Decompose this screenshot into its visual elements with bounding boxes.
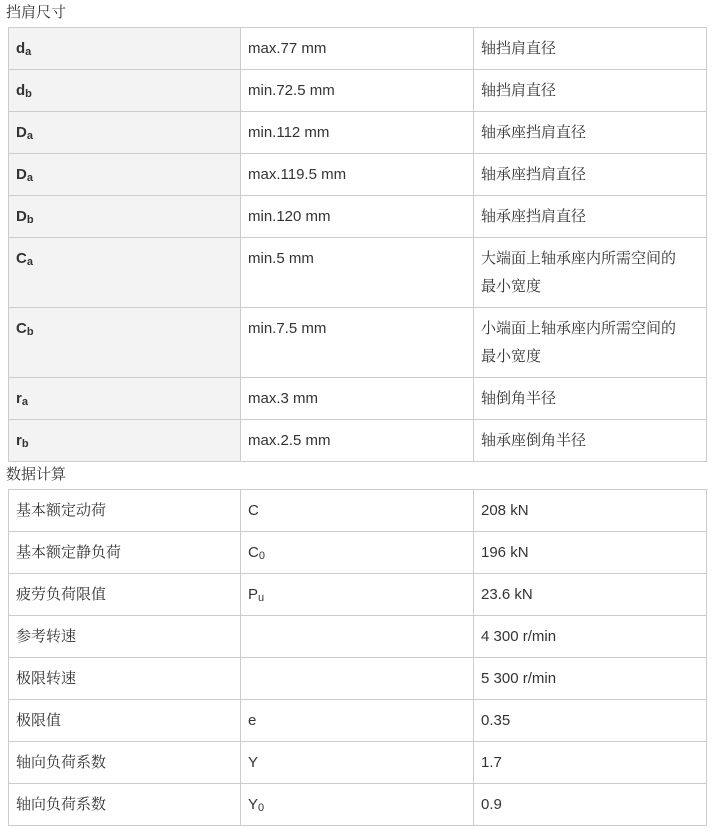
table-row <box>9 196 707 238</box>
symbol: d <box>16 82 26 99</box>
table-row <box>9 238 707 308</box>
value-cell: min.7.5 mm <box>241 308 474 378</box>
symbol: Y <box>248 754 259 771</box>
symbol-subscript: 0 <box>258 550 265 562</box>
symbol-cell <box>9 420 241 462</box>
symbol-cell <box>241 700 474 742</box>
value-cell: 23.6 kN <box>474 574 707 616</box>
symbol-cell <box>241 784 474 826</box>
section-title-calculation: 数据计算 <box>6 466 67 483</box>
description-cell: 轴倒角半径 <box>474 378 707 420</box>
label-cell: 基本额定动荷 <box>9 490 241 532</box>
description-cell: 轴承座挡肩直径 <box>474 112 707 154</box>
label-cell: 参考转速 <box>9 616 241 658</box>
description-cell: 轴承座挡肩直径 <box>474 196 707 238</box>
table-row <box>9 574 707 616</box>
symbol-subscript: b <box>25 88 32 100</box>
value-cell: max.119.5 mm <box>241 154 474 196</box>
value-cell: 4 300 r/min <box>474 616 707 658</box>
value-cell: 0.9 <box>474 784 707 826</box>
value-cell: 1.7 <box>474 742 707 784</box>
symbol: C <box>16 320 27 337</box>
value-cell: min.120 mm <box>241 196 474 238</box>
symbol: C <box>248 502 259 519</box>
label-cell: 疲劳负荷限值 <box>9 574 241 616</box>
value-cell: min.72.5 mm <box>241 70 474 112</box>
value-cell: min.5 mm <box>241 238 474 308</box>
symbol-subscript: a <box>26 130 33 142</box>
label-cell: 极限值 <box>9 700 241 742</box>
symbol-cell <box>241 490 474 532</box>
value-cell: max.77 mm <box>241 28 474 70</box>
value-cell: 196 kN <box>474 532 707 574</box>
symbol-subscript: a <box>26 172 33 184</box>
symbol-subscript: u <box>258 592 265 604</box>
table-row <box>9 308 707 378</box>
shoulder-dimensions-table <box>8 27 707 462</box>
symbol-cell <box>9 308 241 378</box>
table-row <box>9 658 707 700</box>
description-cell: 轴承座倒角半径 <box>474 420 707 462</box>
table-row <box>9 532 707 574</box>
description-cell: 小端面上轴承座内所需空间的最小宽度 <box>474 308 707 378</box>
symbol: D <box>16 124 27 141</box>
value-cell: 208 kN <box>474 490 707 532</box>
symbol: r <box>16 390 22 407</box>
table-row <box>9 742 707 784</box>
description-cell: 大端面上轴承座内所需空间的最小宽度 <box>474 238 707 308</box>
label-cell: 轴向负荷系数 <box>9 784 241 826</box>
calculation-data-table <box>8 489 707 826</box>
symbol-subscript: b <box>26 214 34 226</box>
label-cell: 极限转速 <box>9 658 241 700</box>
symbol-cell <box>9 196 241 238</box>
symbol: C <box>248 544 259 561</box>
symbol-cell <box>241 658 474 700</box>
description-cell: 轴承座挡肩直径 <box>474 154 707 196</box>
symbol: C <box>16 250 27 267</box>
label-cell: 轴向负荷系数 <box>9 742 241 784</box>
symbol: d <box>16 40 26 57</box>
value-cell: max.3 mm <box>241 378 474 420</box>
table-row <box>9 28 707 70</box>
description-cell: 轴挡肩直径 <box>474 28 707 70</box>
symbol: r <box>16 432 22 449</box>
value-cell: min.112 mm <box>241 112 474 154</box>
value-cell: 5 300 r/min <box>474 658 707 700</box>
symbol-cell <box>9 28 241 70</box>
symbol: D <box>16 166 27 183</box>
table-row <box>9 378 707 420</box>
table-row <box>9 154 707 196</box>
value-cell: 0.35 <box>474 700 707 742</box>
symbol-subscript: a <box>26 256 33 268</box>
table-row <box>9 420 707 462</box>
table-row <box>9 784 707 826</box>
value-cell: max.2.5 mm <box>241 420 474 462</box>
table-row <box>9 112 707 154</box>
symbol: P <box>248 586 259 603</box>
symbol-cell <box>9 70 241 112</box>
symbol-subscript: a <box>21 396 28 408</box>
symbol-subscript: b <box>26 326 34 338</box>
symbol: D <box>16 208 27 225</box>
table-row <box>9 616 707 658</box>
symbol: Y <box>248 796 259 813</box>
symbol-cell <box>241 532 474 574</box>
table-row <box>9 490 707 532</box>
symbol: e <box>248 712 257 729</box>
description-cell: 轴挡肩直径 <box>474 70 707 112</box>
symbol-cell <box>9 154 241 196</box>
table-row <box>9 700 707 742</box>
table-row <box>9 70 707 112</box>
label-cell: 基本额定静负荷 <box>9 532 241 574</box>
symbol-cell <box>241 616 474 658</box>
symbol-cell <box>241 574 474 616</box>
symbol-cell <box>9 112 241 154</box>
symbol-cell <box>9 238 241 308</box>
symbol-cell <box>9 378 241 420</box>
symbol-subscript: b <box>21 438 29 450</box>
section-title-shoulder-dimensions: 挡肩尺寸 <box>6 4 67 21</box>
symbol-subscript: 0 <box>258 802 265 814</box>
symbol-subscript: a <box>25 46 32 58</box>
symbol-cell <box>241 742 474 784</box>
